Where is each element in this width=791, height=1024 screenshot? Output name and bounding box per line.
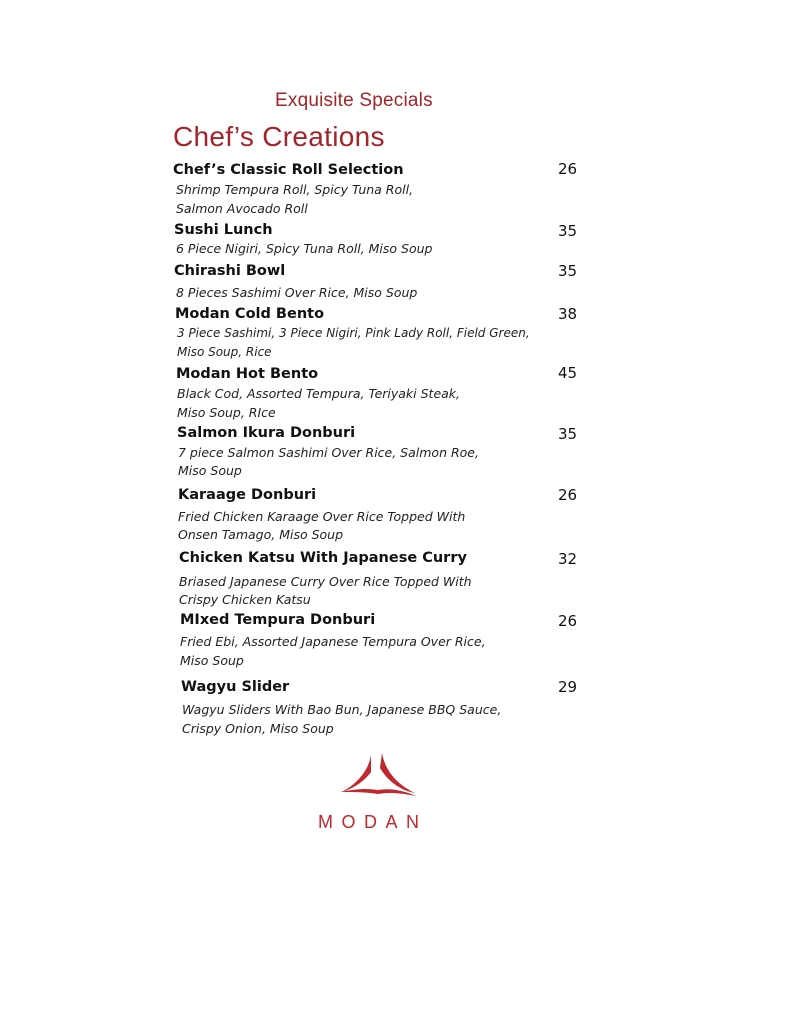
- item-name: Sushi Lunch: [174, 222, 273, 238]
- item-name: Chirashi Bowl: [174, 263, 286, 279]
- item-name: Modan Hot Bento: [176, 366, 319, 382]
- item-price: 35: [558, 425, 578, 443]
- menu-subtitle: Exquisite Specials: [275, 90, 433, 111]
- item-name: MIxed Tempura Donburi: [180, 612, 376, 628]
- item-desc: Briased Japanese Curry Over Rice Topped With: [179, 574, 472, 589]
- item-price: 35: [558, 262, 578, 280]
- item-desc: 3 Piece Sashimi, 3 Piece Nigiri, Pink Lady Roll, Field Green,: [177, 326, 530, 340]
- item-name: Salmon Ikura Donburi: [177, 425, 356, 441]
- item-name: Karaage Donburi: [178, 487, 317, 503]
- brand-name: MODAN: [318, 812, 428, 832]
- item-desc: Miso Soup, RIce: [177, 405, 276, 420]
- item-desc: Onsen Tamago, Miso Soup: [178, 527, 344, 542]
- item-name: Chef’s Classic Roll Selection: [173, 162, 404, 178]
- item-desc: Black Cod, Assorted Tempura, Teriyaki Steak,: [177, 386, 461, 401]
- item-desc: 6 Piece Nigiri, Spicy Tuna Roll, Miso Soup: [176, 241, 433, 256]
- item-desc: Crispy Chicken Katsu: [179, 592, 311, 607]
- item-desc: 8 Pieces Sashimi Over Rice, Miso Soup: [176, 285, 418, 300]
- item-price: 35: [558, 222, 578, 240]
- item-desc: Miso Soup: [178, 463, 242, 478]
- item-price: 38: [558, 305, 578, 323]
- menu-title: Chef’s Creations: [173, 121, 385, 152]
- item-desc: Shrimp Tempura Roll, Spicy Tuna Roll,: [176, 182, 414, 197]
- item-desc: Miso Soup: [180, 653, 244, 668]
- item-price: 26: [558, 160, 578, 178]
- modan-logo-icon: [338, 752, 418, 798]
- item-desc: Fried Chicken Karaage Over Rice Topped With: [178, 509, 466, 524]
- item-name: Chicken Katsu With Japanese Curry: [179, 550, 467, 566]
- item-price: 32: [558, 550, 578, 568]
- item-desc: 7 piece Salmon Sashimi Over Rice, Salmon Roe,: [178, 445, 479, 460]
- item-desc: Miso Soup, Rice: [177, 345, 272, 359]
- item-price: 29: [558, 678, 578, 696]
- item-price: 26: [558, 486, 578, 504]
- item-desc: Wagyu Sliders With Bao Bun, Japanese BBQ Sauce,: [182, 702, 502, 717]
- item-price: 26: [558, 612, 578, 630]
- item-desc: Fried Ebi, Assorted Japanese Tempura Over Rice,: [180, 634, 486, 649]
- item-name: Wagyu Slider: [181, 679, 290, 695]
- item-desc: Crispy Onion, Miso Soup: [182, 721, 334, 736]
- item-price: 45: [558, 364, 578, 382]
- item-desc: Salmon Avocado Roll: [176, 201, 308, 216]
- item-name: Modan Cold Bento: [175, 306, 325, 322]
